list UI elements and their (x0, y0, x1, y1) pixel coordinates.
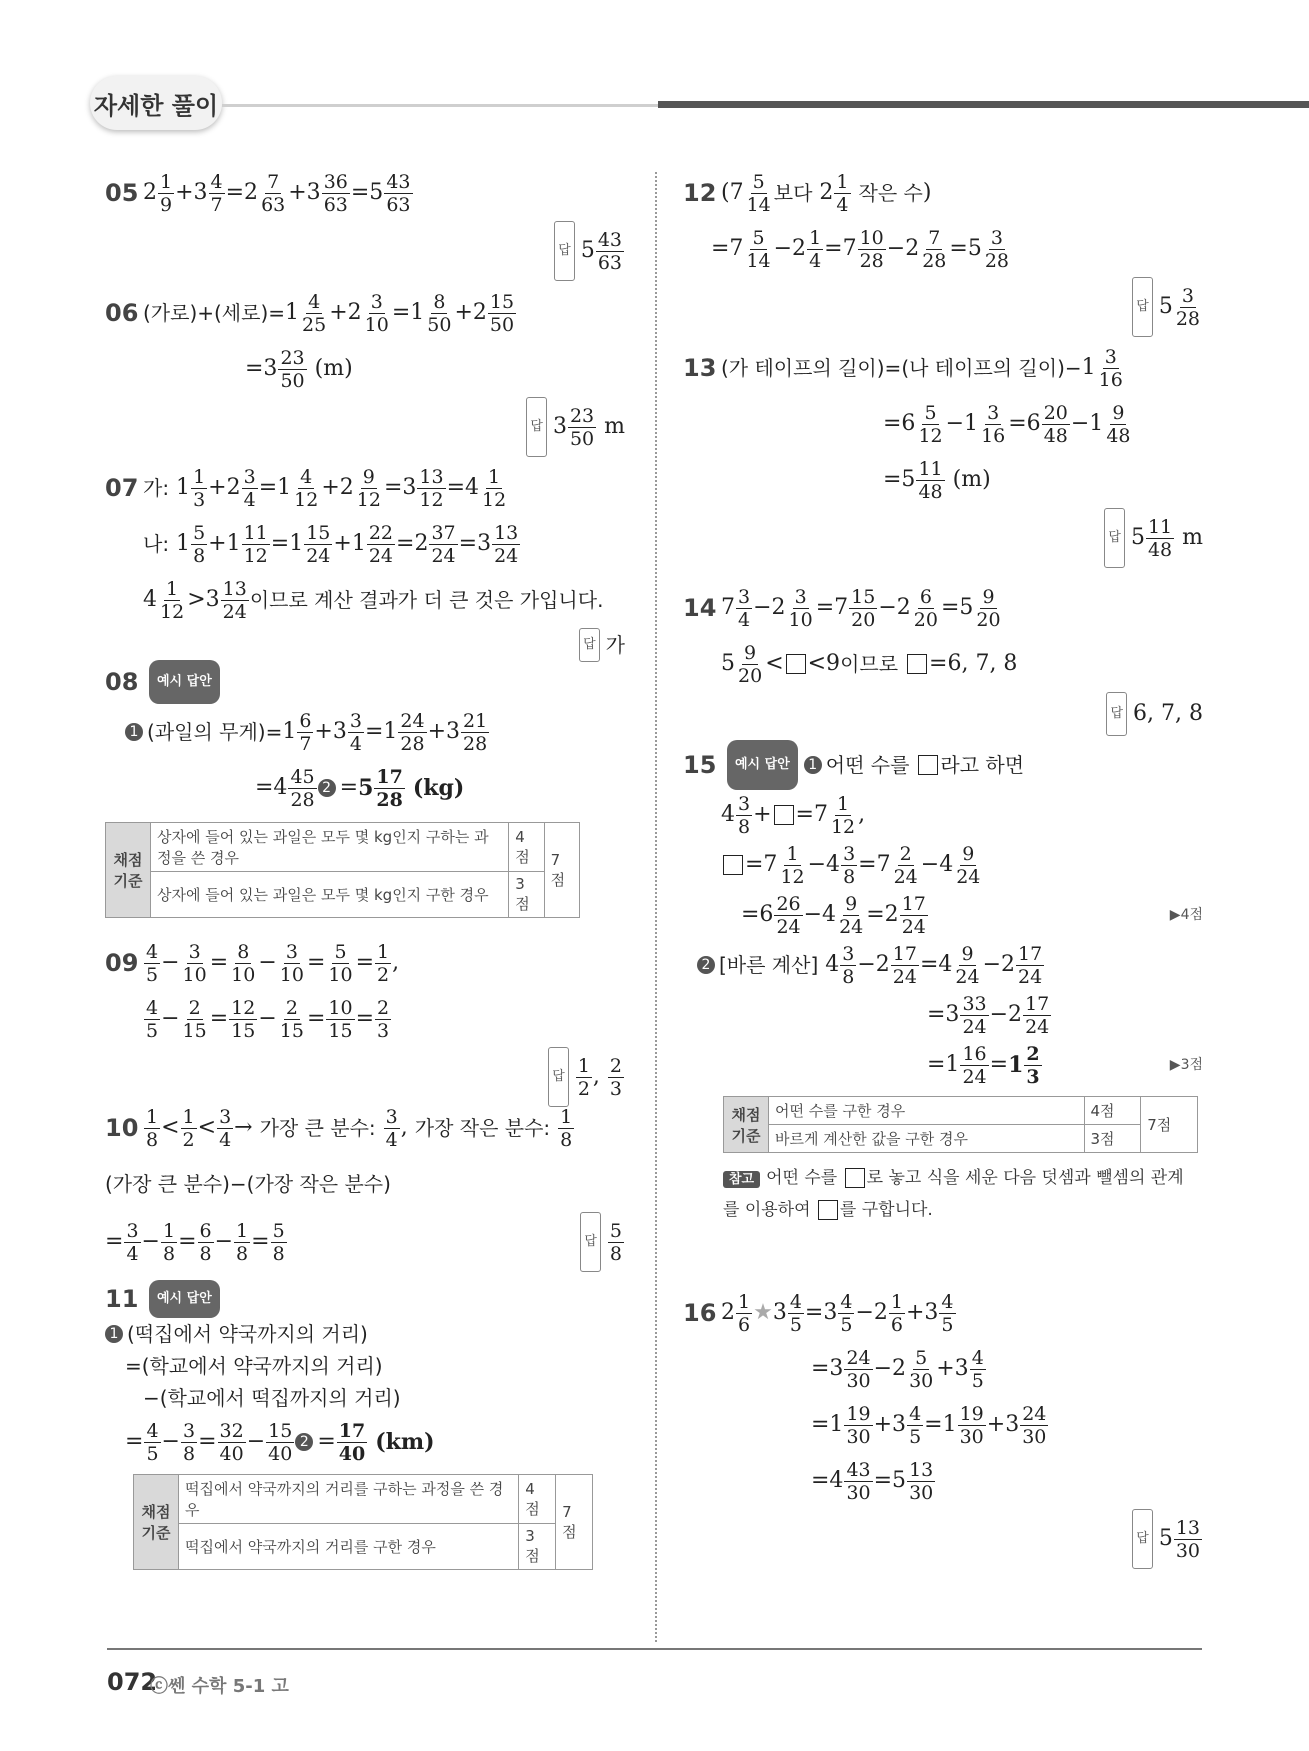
criterion-1: 상자에 들어 있는 과일은 모두 몇 kg인지 구하는 과정을 쓴 경우 (151, 823, 509, 872)
problem-15: 15 예시 답안 1 어떤 수를 라고 하면 4 3 8 + =7 1 12 , =7 1 12 −4 3 8 =7 2 24 −4 9 24 =6 26 24 −4 9 24 =2 17 24 ▶4점 2 [바른 계산] 4 3 8 −2 17 24 =4 9 24 −2 17 24 =3 33 24 −2 17 24 =1 16 24 = 1 2 3 ▶3점 채점 기준 어떤 수를 구한 경우 4점 7점 바르게 계산한 값을 구한 경우 3점 참고 어떤 수를 로 놓고 식을 세운 다음 덧셈과 뺄셈의 관계를 이용하여 를 구합니다. (683, 740, 1203, 1255)
criterion-1-points: 4점 (1084, 1097, 1141, 1125)
step-1-icon: 1 (125, 723, 143, 741)
text-therefore: 이므로 (840, 652, 899, 676)
big-label: 가장 큰 분수: (259, 1116, 376, 1140)
step-1-icon: 1 (105, 1325, 123, 1343)
problem-06: 06 (가로)+(세로)= 1 $\frac{4}{25}$ +2 3 10 =1 8 50 +2 15 50 =3 23 50 (m) 답 3 23 50 m (105, 285, 625, 460)
criterion-2-points: 3점 (509, 872, 544, 918)
problem-11: 11 예시 답안 1 (떡집에서 약국까지의 거리) =(학교에서 약국까지의 거리) −(학교에서 떡집까지의 거리) = 4 5 − 3 8 = 32 40 − 15 40 2 = 17 40 (km) 채점 기준 떡집에서 약국까지의 거리를 구하는 과정을 쓴 경우 4점 7점 떡집에서 약국까지의 거리를 구한 경우 3점 (105, 1280, 625, 1570)
answer-tag: 답 (1104, 508, 1125, 568)
problem-08: 08 예시 답안 1 (과일의 무게)= 1 $\frac{6}{7}$ +3 3 4 =1 24 28 +3 21 28 =4 45 28 2 = 5 17 28 (kg) 채점 기준 상자에 들어 있는 과일은 모두 몇 kg인지 구하는 과정을 쓴 경우 4점 7점 상자에 들어 있는 과일은 모두 몇 kg인지 구한 경우 3점 (105, 660, 625, 935)
criterion-2: 상자에 들어 있는 과일은 모두 몇 kg인지 구한 경우 (151, 872, 509, 918)
points-marker: ▶4점 (1169, 907, 1203, 923)
header-rule-light (222, 104, 658, 107)
criterion-2-points: 3점 (519, 1524, 556, 1570)
right-column (683, 165, 1203, 1569)
blank-box (774, 805, 794, 825)
criterion-2-points: 3점 (1084, 1125, 1141, 1153)
blank-box (907, 654, 927, 674)
blank-box (818, 1200, 838, 1220)
reference-note (723, 1163, 1198, 1225)
star-operator-icon: ★ (753, 1300, 773, 1325)
answer-value: 6, 7, 8 (1133, 701, 1203, 726)
footer-rule (107, 1648, 1202, 1650)
problem-14: 14 7 3 4 −2 3 10 =7 15 20 −2 6 20 =5 9 20 5 9 20 < <9 이므로 =6, 7, 8 답 6, 7, 8 (683, 580, 1203, 740)
unit: m (604, 414, 625, 439)
correct-calc-label: [바른 계산] (719, 953, 819, 977)
text-than: 보다 (773, 181, 813, 205)
label-ga: 가: (143, 476, 170, 500)
answer-tag: 답 (579, 628, 600, 662)
criterion-2: 바르게 계산한 값을 구한 경우 (769, 1125, 1085, 1153)
expr-label: (가장 큰 분수)−(가장 작은 분수) (105, 1172, 391, 1196)
score-header: 채점 기준 (134, 1475, 179, 1570)
problem-number: 08 (105, 668, 139, 696)
criterion-2: 떡집에서 약국까지의 거리를 구한 경우 (179, 1524, 519, 1570)
problem-number: 10 (105, 1114, 139, 1142)
problem-number: 12 (683, 179, 717, 207)
step-2-icon: 2 (697, 956, 715, 974)
note-text-1: 어떤 수를 (766, 1168, 838, 1188)
note-text-3: 를 구합니다. (839, 1200, 933, 1220)
blank-box (845, 1168, 865, 1188)
scoring-table (133, 1474, 593, 1570)
problem-05: 05 2 1 9 +3 4 7 =2 7 63 +3 36 63 =5 43 63 답 5 43 63 (105, 165, 625, 285)
line-2: =(학교에서 약국까지의 거리) (125, 1354, 383, 1378)
line-1: (떡집에서 약국까지의 거리) (127, 1322, 368, 1346)
problem-number: 09 (105, 949, 139, 977)
criterion-1-points: 4점 (509, 823, 544, 872)
problem-12: 12 (7 5 14 보다 2 1 4 작은 수 ) =7 5 14 −2 1 4 =7 10 28 −2 7 28 =5 3 28 답 5 3 28 (683, 165, 1203, 340)
example-badge: 예시 답안 (727, 740, 798, 790)
answer-tag: 답 (1106, 692, 1127, 736)
note-tag: 참고 (723, 1171, 760, 1188)
blank-box (723, 855, 743, 875)
blank-box (786, 654, 806, 674)
answer-tag: 답 (580, 1212, 601, 1272)
problem-number: 05 (105, 179, 139, 207)
example-badge: 예시 답안 (149, 1280, 220, 1318)
answer-tag: 답 (1132, 277, 1153, 337)
expr-label: (과일의 무게)= (147, 720, 283, 744)
problem-07: 07 가: 1 1 3 +2 3 4 =1 4 12 +2 9 12 =3 13 12 =4 1 12 나: 1 5 8 +1 11 12 =1 15 24 +1 22 24 =2 37 24 =3 13 24 4 1 12 >3 13 24 이므로 계산 결과가 더 큰 것은 가입니다. 답 가 (105, 460, 625, 660)
page-number: 072 (107, 1668, 158, 1696)
problem-09: 09 4 5 − 3 10 = 8 10 − 3 10 = 5 10 = 1 2 , 4 5 − 2 15 = 12 15 − 2 15 = 10 15 = 2 3 답 1 2 , 2 3 (105, 935, 625, 1100)
answer-value: 가 (605, 633, 625, 657)
scoring-table (723, 1096, 1198, 1153)
answer-tag: 답 (526, 397, 547, 457)
unit: (m) (314, 356, 353, 381)
unit: (m) (952, 467, 991, 492)
intro-text: 어떤 수를 (825, 753, 910, 777)
scoring-table (105, 822, 580, 918)
answer-tag: 답 (554, 221, 575, 281)
score-header: 채점 기준 (724, 1097, 769, 1153)
small-label: 가장 작은 분수: (414, 1116, 551, 1140)
problem-10: 10 1 8 < 1 2 < 3 4 → 가장 큰 분수: 3 4 , 가장 작은 분수: 1 8 (가장 큰 분수)−(가장 작은 분수) = 3 4 − 1 8 = 6 8 − 1 8 = 5 8 답 5 8 (105, 1100, 625, 1280)
intro-text-2: 라고 하면 (940, 753, 1025, 777)
book-title: ⓒ쎈 수학 5-1 고 (150, 1676, 289, 1697)
column-divider (655, 172, 657, 1642)
problem-number: 15 (683, 751, 717, 779)
total-points: 7점 (1141, 1097, 1198, 1153)
criterion-1-points: 4점 (519, 1475, 556, 1524)
points-marker: ▶3점 (1169, 1057, 1203, 1073)
score-header: 채점 기준 (106, 823, 151, 918)
answer-tag: 답 (548, 1047, 569, 1107)
problem-number: 14 (683, 594, 717, 622)
criterion-1: 떡집에서 약국까지의 거리를 구하는 과정을 쓴 경우 (179, 1475, 519, 1524)
problem-16: 16 2 1 6 ★ 3 4 5 =3 4 5 −2 1 6 +3 4 5 =3 24 30 −2 5 30 +3 4 5 =1 19 30 +3 4 5 =1 19 30 +3 24 30 =4 43 30 =5 13 30 답 5 13 30 (683, 1285, 1203, 1569)
expr-label: (가 테이프의 길이)=(나 테이프의 길이)− (721, 356, 1082, 380)
unit: (km) (375, 1429, 435, 1455)
problem-number: 13 (683, 354, 717, 382)
label-na: 나: (143, 532, 170, 556)
section-logo: 자세한 풀이 (90, 76, 222, 130)
line-3: −(학교에서 떡집까지의 거리) (143, 1386, 401, 1410)
unit: (kg) (412, 775, 465, 801)
problem-13: 13 (가 테이프의 길이)=(나 테이프의 길이)− 1 $\frac{3}{16}$ =6 5 12 −1 3 16 =6 20 48 −1 9 48 =5 11 48 (m) 답 5 11 48 m (683, 340, 1203, 580)
unit: m (1182, 525, 1203, 550)
answer-tag: 답 (1132, 1509, 1153, 1569)
total-points: 7점 (556, 1475, 593, 1570)
expr-label: (가로)+(세로)= (143, 301, 286, 325)
header-rule-dark (658, 101, 1309, 108)
example-badge: 예시 답안 (149, 660, 220, 704)
step-1-icon: 1 (804, 756, 822, 774)
criterion-1: 어떤 수를 구한 경우 (769, 1097, 1085, 1125)
blank-box (918, 755, 938, 775)
problem-number: 06 (105, 299, 139, 327)
problem-number: 07 (105, 474, 139, 502)
result-text: =6, 7, 8 (929, 651, 1018, 676)
text-smaller: 작은 수 (858, 181, 923, 205)
conclusion-text: 이므로 계산 결과가 더 큰 것은 가입니다. (249, 588, 604, 612)
step-2-icon: 2 (295, 1433, 313, 1451)
step-2-icon: 2 (318, 779, 336, 797)
total-points: 7점 (544, 823, 579, 918)
problem-number: 16 (683, 1299, 717, 1327)
problem-number: 11 (105, 1285, 139, 1313)
left-column (105, 165, 625, 1570)
note-text-2: 로 놓고 식을 세운 다음 덧셈과 뺄셈의 관계를 이용하여 (723, 1168, 1184, 1220)
